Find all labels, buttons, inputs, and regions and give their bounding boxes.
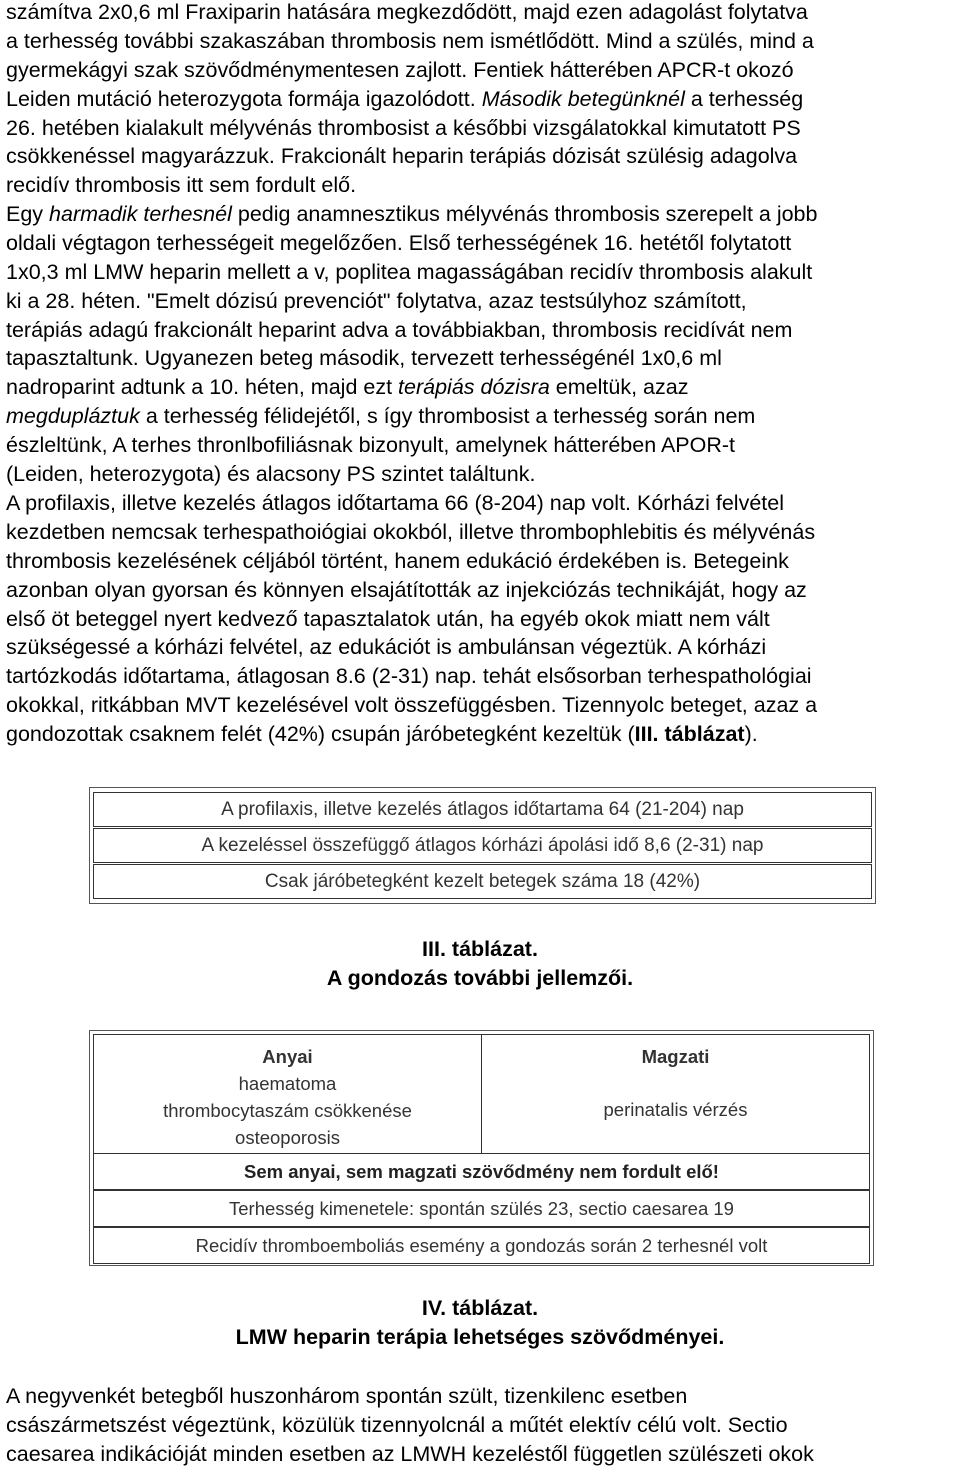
italic-emphasis: Második betegünknél <box>481 86 685 111</box>
table-row: A profilaxis, illetve kezelés átlagos időtartama 64 (21-204) nap <box>93 792 872 827</box>
text-line: Egy harmadik terhesnél pedig anamnesztikus mélyvénás thrombosis szerepelt a jobb <box>6 202 818 226</box>
list-item: perinatalis vérzés <box>603 1099 748 1120</box>
italic-emphasis: terápiás dózisra <box>398 375 550 400</box>
caption-number: III. táblázat. <box>422 937 538 961</box>
complication-columns <box>93 1034 870 1154</box>
table-row: Recidív thromboemboliás esemény a gondozás során 2 terhesnél volt <box>93 1227 870 1264</box>
table-iv-caption <box>0 1294 960 1352</box>
column-header: Magzati <box>641 1046 710 1067</box>
table-iv <box>89 1030 874 1266</box>
text-line: csökkenéssel magyarázzuk. Frakcionált heparin terápiás dózisát szülésig adagolva <box>6 144 798 169</box>
table-row: Terhesség kimenetele: spontán szülés 23, sectio caesarea 19 <box>93 1190 870 1227</box>
text-line: gondozottak csaknem felét (42%) csupán járóbetegként kezeltük (III. táblázat). <box>6 722 758 747</box>
text-line: terápiás adagú frakcionált heparint adva a továbbiakban, thrombosis recidívát nem <box>6 317 793 342</box>
text-line: caesarea indikációját minden esetben az LMWH kezeléstől független szülészeti okok <box>6 1441 814 1466</box>
italic-emphasis: megdupláztuk <box>6 404 140 429</box>
paragraph-case-second <box>6 0 814 200</box>
italic-emphasis: harmadik terhesnél <box>49 202 232 226</box>
text-line: recidív thrombosis itt sem fordult elő. <box>6 173 357 198</box>
text-line: gyermekágyi szak szövődménymentesen zajlott. Fentiek hátterében APCR-t okozó <box>6 57 794 82</box>
text-line: (Leiden, heterozygota) és alacsony PS szintet találtunk. <box>6 462 536 487</box>
table-row: A kezeléssel összefüggő átlagos kórházi ápolási idő 8,6 (2-31) nap <box>93 828 872 863</box>
text-line: thrombosis kezelésének céljából történt, hanem edukáció érdekében is. Betegeink <box>6 548 789 573</box>
caption-title: LMW heparin terápia lehetséges szövődményei. <box>235 1324 725 1349</box>
table-iii <box>89 787 876 904</box>
text-line: kezdetben nemcsak terhespathoiógiai okokból, illetve thrombophlebitis és mélyvénás <box>6 519 816 544</box>
table-row: Csak járóbetegként kezelt betegek száma 18 (42%) <box>93 864 872 899</box>
text-line: szükségessé a kórházi felvétel, az edukációt is ambulánsan végeztük. A kórházi <box>6 635 767 660</box>
text-line: tapasztaltunk. Ugyanezen beteg második, tervezett terhességénél 1x0,6 ml <box>6 346 722 371</box>
paragraph-outcome <box>6 1382 814 1469</box>
text-line: megdupláztuk a terhesség félidejétől, s így thrombosist a terhesség során nem <box>6 404 756 429</box>
fetal-column <box>481 1035 869 1153</box>
text-line: A profilaxis, illetve kezelés átlagos időtartama 66 (8-204) nap volt. Kórházi felvétel <box>6 491 784 515</box>
text-line: számítva 2x0,6 ml Fraxiparin hatására megkezdődött, majd ezen adagolást folytatva <box>6 0 808 24</box>
column-header: Anyai <box>262 1046 313 1067</box>
text-line: tartózkodás időtartama, átlagosan 8.6 (2-31) nap. tehát elsősorban terhespathológiai <box>6 664 812 689</box>
text-line: császármetszést végeztünk, közülük tizennyolcnál a műtét elektív célú volt. Sectio <box>6 1412 788 1437</box>
list-item: haematoma <box>238 1073 337 1094</box>
text-line: azonban olyan gyorsan és könnyen elsajátították az injekciózás technikáját, hogy az <box>6 577 807 602</box>
table-row: Sem anyai, sem magzati szövődmény nem fordult elő! <box>93 1153 870 1190</box>
text-line: A negyvenkét betegből huszonhárom spontán szült, tizenkilenc esetben <box>6 1384 688 1408</box>
list-item: thrombocytaszám csökkenése <box>163 1100 412 1121</box>
list-item: osteoporosis <box>235 1127 340 1148</box>
text-line: oldali végtagon terhességeit megelőzően. Első terhességének 16. hetétől folytatott <box>6 230 792 255</box>
text-line: ki a 28. héten. "Emelt dózisú prevenciót" folytatva, azaz testsúlyhoz számított, <box>6 288 747 313</box>
table-iii-caption <box>0 935 960 993</box>
text-line: észleltünk, A terhes thronlbofiliásnak bizonyult, amelynek hátterében APOR-t <box>6 433 736 458</box>
text-line: első öt beteggel nyert kedvező tapasztalatok után, ha egyéb okok miatt nem vált <box>6 606 770 631</box>
paragraph-duration <box>6 489 817 749</box>
text-line: Leiden mutáció heterozygota formája igazolódott. Második betegünknél a terhesség <box>6 86 804 111</box>
caption-number: IV. táblázat. <box>421 1296 539 1320</box>
text-line: nadroparint adtunk a 10. héten, majd ezt terápiás dózisra emeltük, azaz <box>6 375 689 400</box>
text-line: a terhesség további szakaszában thrombosis nem ismétlődött. Mind a szülés, mind a <box>6 28 814 53</box>
table-reference: III. táblázat <box>634 722 745 747</box>
caption-title: A gondozás további jellemzői. <box>326 965 634 990</box>
maternal-column <box>94 1035 481 1153</box>
text-line: 1x0,3 ml LMW heparin mellett a v, poplitea magasságában recidív thrombosis alakult <box>6 259 813 284</box>
text-line: okokkal, ritkábban MVT kezelésével volt összefüggésben. Tizennyolc beteget, azaz a <box>6 693 818 718</box>
paragraph-case-third <box>6 200 817 489</box>
text-line: 26. hetében kialakult mélyvénás thrombosist a későbbi vizsgálatokkal kimutatott PS <box>6 115 801 140</box>
